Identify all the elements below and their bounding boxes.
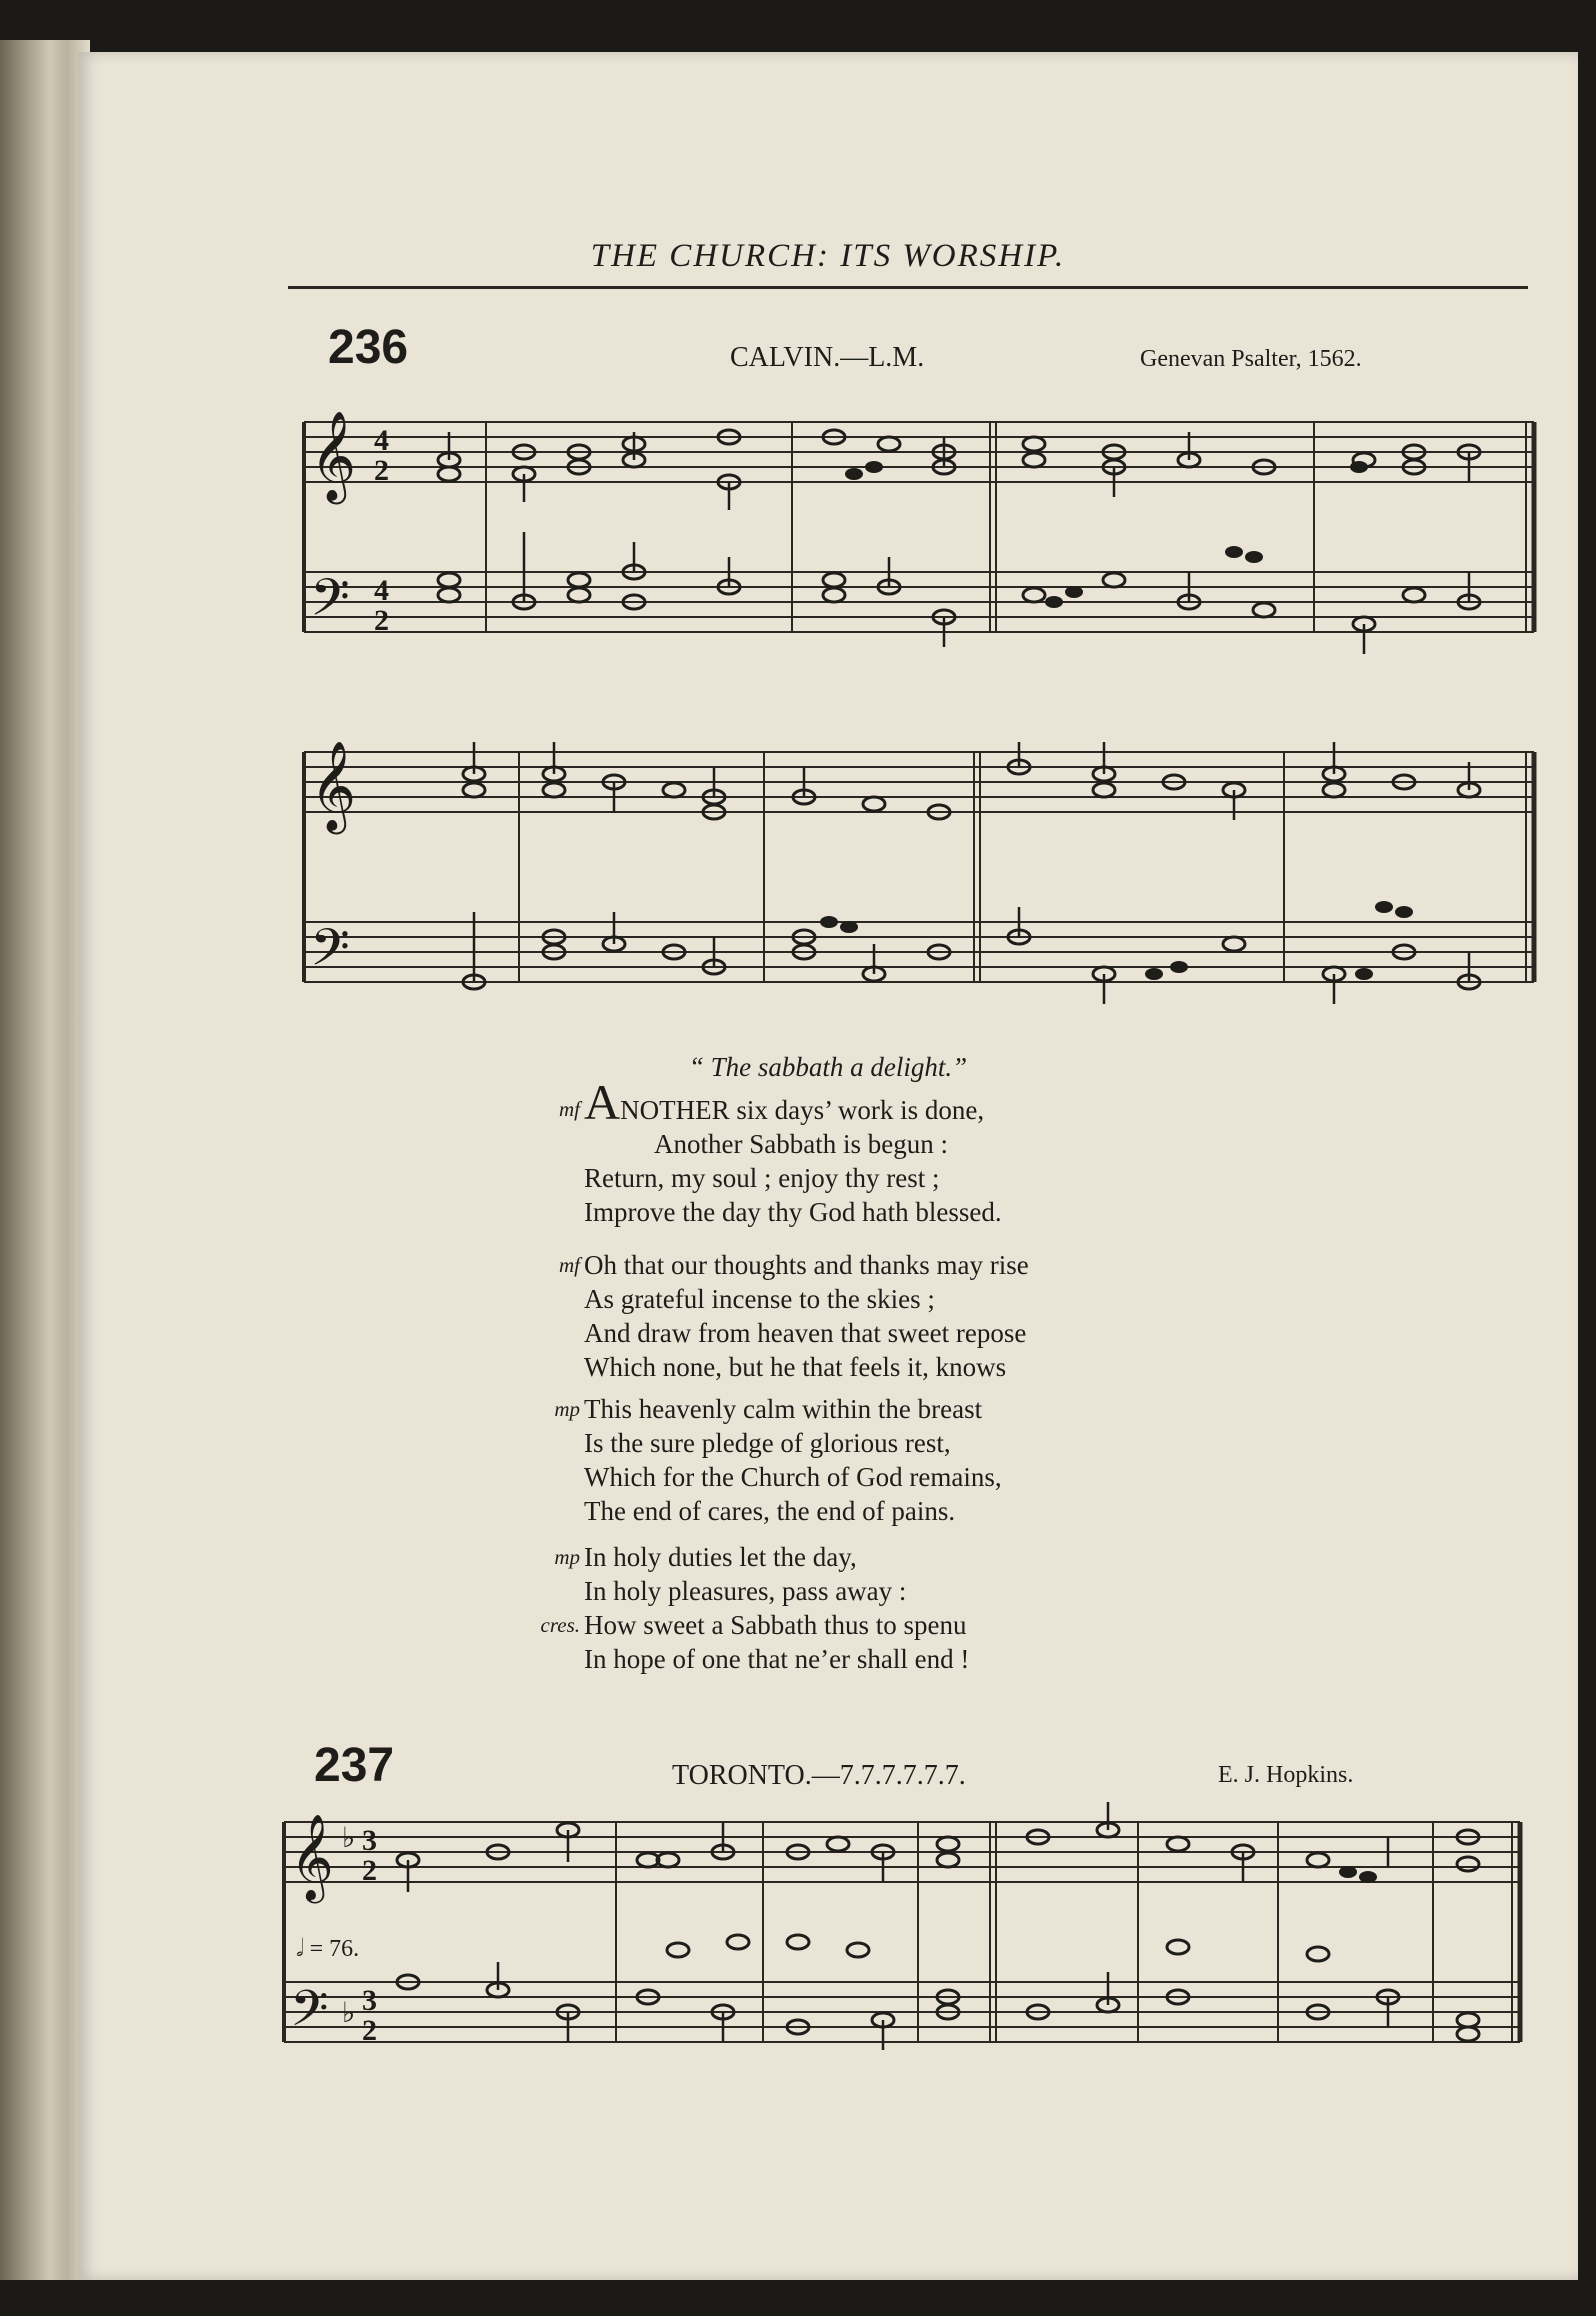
svg-text:♭: ♭ bbox=[342, 1823, 356, 1854]
verse-line: And draw from heaven that sweet repose bbox=[584, 1318, 1027, 1348]
svg-text:𝄞: 𝄞 bbox=[310, 411, 357, 501]
verse-line: Is the sure pledge of glorious rest, bbox=[584, 1428, 951, 1458]
svg-text:2: 2 bbox=[362, 2014, 377, 2047]
svg-text:𝄞: 𝄞 bbox=[310, 741, 357, 831]
svg-text:♭: ♭ bbox=[342, 1998, 356, 2029]
svg-text:𝄞: 𝄞 bbox=[290, 1814, 334, 1900]
svg-text:𝄢: 𝄢 bbox=[310, 917, 350, 990]
verse-line: As grateful incense to the skies ; bbox=[584, 1284, 935, 1314]
music-system-2 bbox=[274, 712, 1544, 1022]
verse-3 bbox=[554, 1392, 1424, 1528]
svg-text:𝄢: 𝄢 bbox=[290, 1980, 329, 2050]
svg-text:2: 2 bbox=[362, 1854, 377, 1887]
svg-text:3: 3 bbox=[362, 1984, 377, 2017]
verse-line: How sweet a Sabbath thus to spenu bbox=[584, 1610, 967, 1640]
tempo-mark bbox=[296, 1936, 359, 1963]
verse-line: NOTHER six days’ work is done, bbox=[620, 1095, 985, 1125]
svg-text:𝄢: 𝄢 bbox=[310, 567, 350, 640]
header-rule bbox=[288, 286, 1528, 289]
svg-text:2: 2 bbox=[374, 454, 389, 487]
verse-1 bbox=[559, 1074, 1424, 1229]
hymnal-page bbox=[78, 52, 1578, 2280]
verse-line: Oh that our thoughts and thanks may rise bbox=[584, 1250, 1029, 1280]
half-note-icon: 𝅗𝅥 bbox=[296, 1936, 304, 1962]
verse-line: In holy duties let the day, bbox=[584, 1542, 857, 1572]
dynamic-mark: mp bbox=[554, 1397, 580, 1421]
verse-2 bbox=[559, 1248, 1424, 1384]
svg-text:3: 3 bbox=[362, 1824, 377, 1857]
composer: Genevan Psalter, 1562. bbox=[1140, 346, 1362, 372]
dynamic-mark: mf bbox=[559, 1097, 580, 1121]
svg-text:2: 2 bbox=[374, 604, 389, 637]
verse-line: Improve the day thy God hath blessed. bbox=[584, 1197, 1002, 1227]
music-system-1 bbox=[274, 392, 1544, 662]
music-system-3 bbox=[258, 1802, 1528, 2122]
svg-text:4: 4 bbox=[374, 574, 389, 607]
verse-line: Return, my soul ; enjoy thy rest ; bbox=[584, 1163, 940, 1193]
svg-text:4: 4 bbox=[374, 424, 389, 457]
tune-name: CALVIN.—L.M. bbox=[730, 342, 925, 373]
tune-name: TORONTO.—7.7.7.7.7.7. bbox=[672, 1760, 966, 1791]
book-edge bbox=[0, 40, 90, 2280]
drop-cap: A bbox=[584, 1074, 621, 1130]
hymn-caption: “ The sabbath a delight.” bbox=[688, 1052, 968, 1082]
verse-line: Which for the Church of God remains, bbox=[584, 1462, 1002, 1492]
verse-line: This heavenly calm within the breast bbox=[584, 1394, 983, 1424]
verse-line: In hope of one that ne’er shall end ! bbox=[584, 1644, 970, 1674]
composer: E. J. Hopkins. bbox=[1218, 1762, 1354, 1788]
dynamic-mark: mp bbox=[554, 1545, 580, 1569]
verse-line: The end of cares, the end of pains. bbox=[584, 1496, 956, 1526]
verse-line: In holy pleasures, pass away : bbox=[584, 1576, 907, 1606]
tempo-value: = 76. bbox=[309, 1936, 360, 1962]
verse-line: Which none, but he that feels it, knows bbox=[584, 1352, 1007, 1382]
hymn-number: 237 bbox=[314, 1739, 395, 1792]
dynamic-mark-cres: cres. bbox=[540, 1613, 580, 1637]
dynamic-mark: mf bbox=[559, 1253, 580, 1277]
running-head: THE CHURCH: ITS WORSHIP. bbox=[590, 238, 1066, 274]
verse-4 bbox=[540, 1540, 1424, 1676]
verse-line: Another Sabbath is begun : bbox=[654, 1129, 948, 1159]
hymn-number: 236 bbox=[328, 321, 409, 374]
